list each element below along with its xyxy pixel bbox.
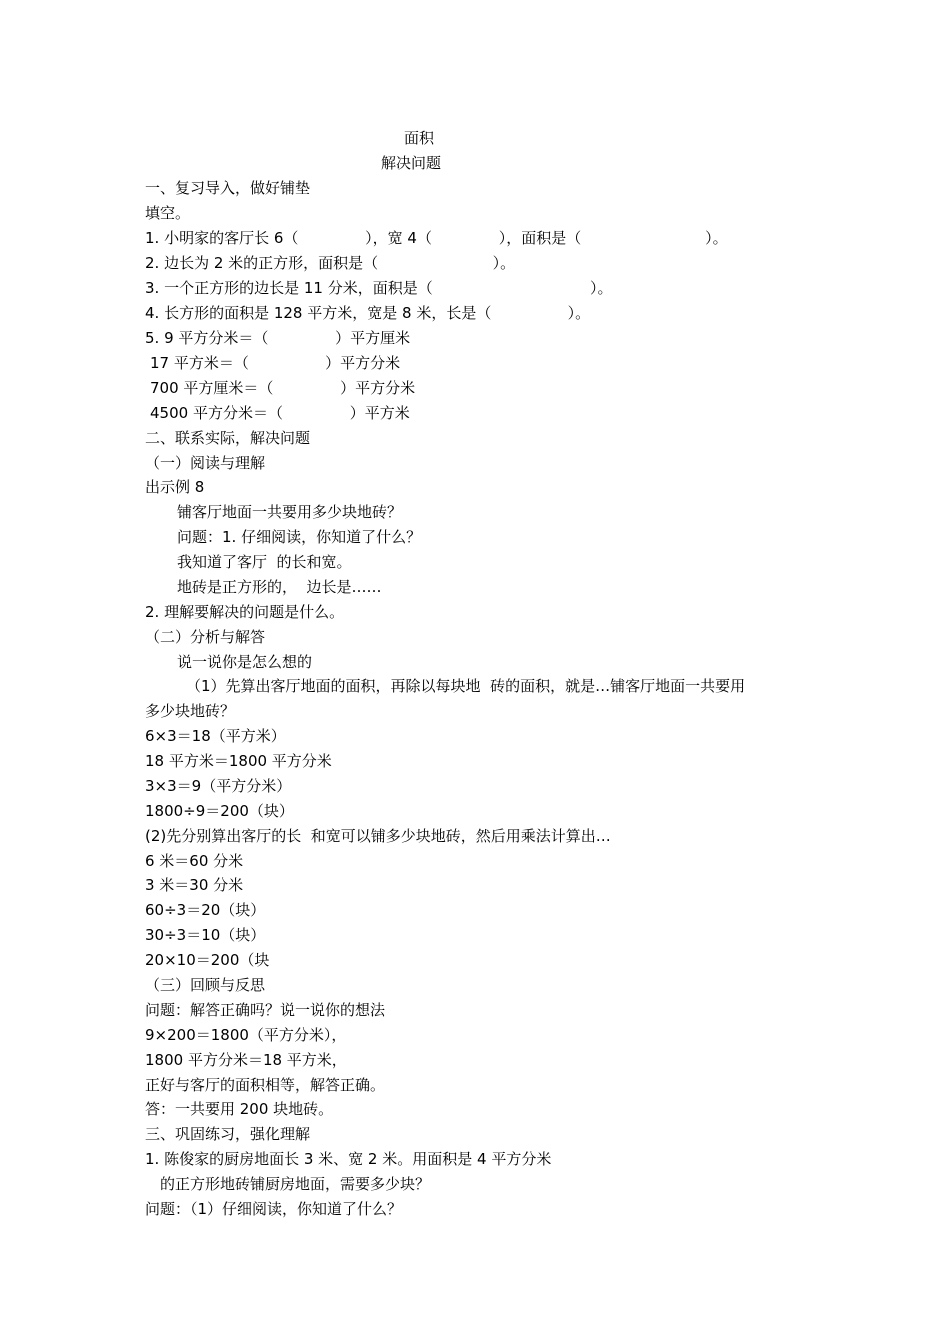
exercise-line: 1. 陈俊家的厨房地面长 3 米、宽 2 米。用面积是 4 平方分米 [145,1150,552,1168]
text-line: 地砖是正方形的， 边长是…… [177,578,382,596]
equation: 20×10＝200（块 [145,951,270,969]
equation: 9×200＝1800（平方分米）， [145,1026,347,1044]
text-line: 填空。 [145,204,191,222]
text-line: （1）先算出客厅地面的面积，再除以每块地 砖的面积，就是…铺客厅地面一共要用 [186,677,746,695]
equation: 30÷3＝10（块） [145,926,266,944]
equation: 6×3＝18（平方米） [145,727,286,745]
exercise-3: 3. 一个正方形的边长是 11 分米，面积是（ ）。 [145,279,613,297]
text-line: 说一说你是怎么想的 [177,653,313,671]
equation: 3×3＝9（平方分米） [145,777,292,795]
exercise-5-line: 700 平方厘米＝（ ）平方分米 [150,379,416,397]
exercise-5-line: 4500 平方分米＝（ ）平方米 [150,404,410,422]
exercise-line: 的正方形地砖铺厨房地面，需要多少块？ [160,1175,431,1193]
equation: 1800÷9＝200（块） [145,802,294,820]
exercise-4: 4. 长方形的面积是 128 平方米，宽是 8 米，长是（ ）。 [145,304,591,322]
text-line: (2)先分别算出客厅的长 和宽可以铺多少块地砖，然后用乘法计算出… [145,827,611,845]
text-line: 多少块地砖？ [145,702,236,720]
equation: 60÷3＝20（块） [145,901,266,919]
exercise-5-line: 17 平方米＝（ ）平方分米 [150,354,401,372]
section-heading-2: 二、联系实际，解决问题 [145,429,311,447]
text-line: 2. 理解要解决的问题是什么。 [145,603,345,621]
text-line: 出示例 8 [145,478,205,496]
sub-heading: （一）阅读与理解 [145,454,266,472]
text-line: 铺客厅地面一共要用多少块地砖？ [177,503,403,521]
exercise-1: 1. 小明家的客厅长 6（ ），宽 4（ ），面积是（ ）。 [145,229,728,247]
equation: 1800 平方分米＝18 平方米， [145,1051,347,1069]
text-line: 我知道了客厅 的长和宽。 [177,553,352,571]
equation: 18 平方米＝1800 平方分米 [145,752,332,770]
section-heading-1: 一、复习导入，做好铺垫 [145,179,311,197]
text-line: 问题：解答正确吗？说一说你的想法 [145,1001,386,1019]
equation: 3 米＝30 分米 [145,876,244,894]
text-line: 正好与客厅的面积相等，解答正确。 [145,1076,386,1094]
doc-subtitle: 解决问题 [381,154,442,172]
answer-line: 答：一共要用 200 块地砖。 [145,1100,334,1118]
exercise-2: 2. 边长为 2 米的正方形，面积是（ ）。 [145,254,516,272]
section-heading-3: 三、巩固练习，强化理解 [145,1125,311,1143]
sub-heading: （三）回顾与反思 [145,976,266,994]
equation: 6 米＝60 分米 [145,852,244,870]
exercise-5: 5. 9 平方分米＝（ ）平方厘米 [145,329,411,347]
text-line: 问题：（1）仔细阅读，你知道了什么？ [145,1200,403,1218]
doc-title: 面积 [404,129,435,147]
sub-heading: （二）分析与解答 [145,628,266,646]
text-line: 问题：1. 仔细阅读，你知道了什么？ [177,528,422,546]
